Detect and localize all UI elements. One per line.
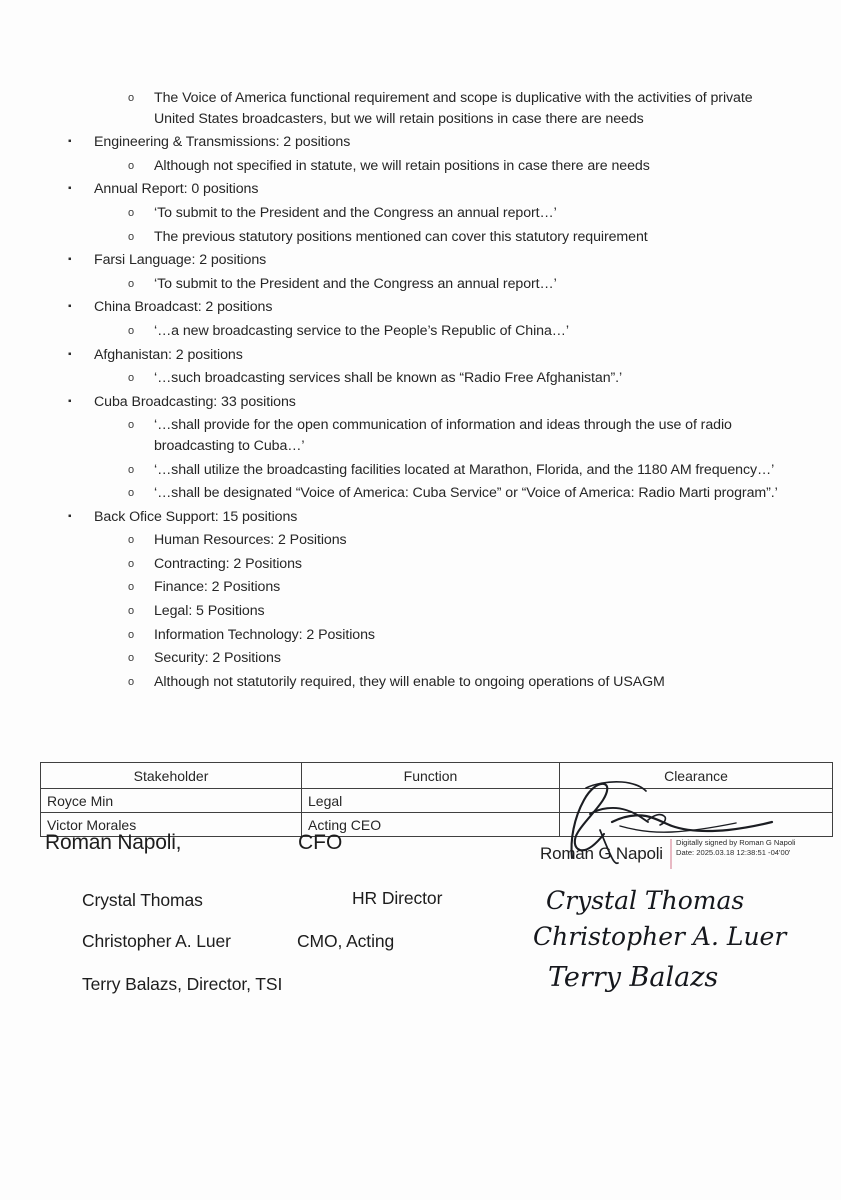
bullet-item-level1 — [0, 297, 841, 318]
cell-clearance-royce-min — [560, 789, 833, 813]
bullet-item-level2 — [0, 625, 841, 646]
bullet-item-level2 — [0, 156, 841, 177]
bullet-item-level1 — [0, 345, 841, 366]
cell-stakeholder-royce-min: Royce Min — [41, 789, 302, 813]
circle-bullet-icon: o — [128, 372, 135, 385]
bullet-text: China Broadcast: 2 positions — [94, 299, 273, 316]
circle-bullet-icon: o — [128, 230, 135, 243]
circle-bullet-icon: o — [128, 206, 135, 219]
bullet-text: Legal: 5 Positions — [154, 603, 265, 620]
bullet-item-level1 — [0, 392, 841, 413]
column-header-clearance: Clearance — [560, 763, 833, 789]
bullet-item-level2 — [0, 227, 841, 248]
bullet-item-level2 — [0, 274, 841, 295]
column-header-stakeholder: Stakeholder — [41, 763, 302, 789]
digital-signature-name: Roman G Napoli — [540, 844, 663, 863]
bullet-item-level2 — [0, 88, 841, 129]
signer-function-christopher-luer: CMO, Acting — [297, 931, 395, 951]
circle-bullet-icon: o — [128, 277, 135, 290]
bullet-item-level2 — [0, 601, 841, 622]
table-header-row — [41, 763, 833, 789]
bullet-text: ‘…such broadcasting services shall be known as “Radio Free Afghanistan”.’ — [154, 370, 623, 387]
bullet-text: The previous statutory positions mentioned can cover this statutory requirement — [154, 228, 648, 245]
bullet-text: ‘…shall provide for the open communication of information and ideas through the use of radio broadcasting to Cuba…’ — [154, 417, 732, 454]
bullet-text: Engineering & Transmissions: 2 positions — [94, 134, 351, 151]
bullet-text: Although not statutorily required, they will enable to ongoing operations of USAGM — [154, 673, 665, 690]
signer-name-crystal-thomas: Crystal Thomas — [82, 890, 203, 910]
bullet-item-level1 — [0, 250, 841, 271]
bullet-text: Contracting: 2 Positions — [154, 555, 302, 572]
bullet-text: Finance: 2 Positions — [154, 579, 281, 596]
handwritten-signature-terry-balazs: Terry Balazs — [548, 962, 719, 993]
signer-function-crystal-thomas: HR Director — [352, 888, 443, 908]
bullet-text: Farsi Language: 2 positions — [94, 252, 267, 269]
circle-bullet-icon: o — [128, 652, 135, 665]
circle-bullet-icon: o — [128, 92, 135, 104]
bullet-item-level2 — [0, 203, 841, 224]
bullet-item-level2 — [0, 321, 841, 342]
square-bullet-icon: ▪ — [68, 136, 72, 148]
square-bullet-icon: ▪ — [68, 183, 72, 195]
bullet-item-level2 — [0, 554, 841, 575]
digital-signature-meta — [676, 838, 804, 857]
bullet-list — [0, 88, 841, 695]
bullet-item-level2 — [0, 648, 841, 669]
cell-function-acting-ceo: Acting CEO — [302, 813, 560, 837]
bullet-item-level1 — [0, 132, 841, 153]
bullet-item-level2 — [0, 483, 841, 504]
bullet-item-level2 — [0, 530, 841, 551]
bullet-item-level2 — [0, 415, 841, 456]
cell-function-legal: Legal — [302, 789, 560, 813]
bullet-text: Annual Report: 0 positions — [94, 181, 259, 198]
circle-bullet-icon: o — [128, 487, 135, 500]
bullet-text: Back Ofice Support: 15 positions — [94, 508, 298, 525]
digital-signature-signed-by: Digitally signed by Roman G Napoli — [676, 838, 796, 847]
napoli-function: CFO — [298, 831, 343, 854]
bullet-text: Although not specified in statute, we will retain positions in case there are needs — [154, 157, 650, 174]
circle-bullet-icon: o — [128, 628, 135, 641]
square-bullet-icon: ▪ — [68, 301, 72, 313]
bullet-text: ‘To submit to the President and the Congress an annual report…’ — [154, 275, 557, 292]
cell-stakeholder-victor-morales: Victor Morales — [41, 813, 302, 837]
handwritten-signature-crystal-thomas: Crystal Thomas — [546, 886, 745, 915]
bullet-text: Human Resources: 2 Positions — [154, 532, 347, 549]
bullet-text: Cuba Broadcasting: 33 positions — [94, 393, 296, 410]
bullet-text: Information Technology: 2 Positions — [154, 626, 375, 643]
bullet-item-level1 — [0, 179, 841, 200]
bullet-text: Security: 2 Positions — [154, 650, 281, 667]
square-bullet-icon: ▪ — [68, 254, 72, 266]
signer-name-terry-balazs: Terry Balazs, Director, TSI — [82, 974, 283, 994]
square-bullet-icon: ▪ — [68, 348, 72, 360]
digital-signature-bar — [670, 839, 672, 869]
circle-bullet-icon: o — [128, 159, 135, 172]
stakeholder-clearance-table — [40, 762, 833, 837]
signer-name-christopher-luer: Christopher A. Luer — [82, 931, 231, 951]
digital-signature-date: Date: 2025.03.18 12:38:51 -04'00' — [676, 847, 791, 857]
circle-bullet-icon: o — [128, 605, 135, 618]
circle-bullet-icon: o — [128, 557, 135, 570]
circle-bullet-icon: o — [128, 419, 135, 432]
circle-bullet-icon: o — [128, 463, 135, 476]
handwritten-signature-christopher-luer: Christopher A. Luer — [533, 922, 787, 951]
circle-bullet-icon: o — [128, 675, 135, 688]
circle-bullet-icon: o — [128, 581, 135, 594]
bullet-item-level1 — [0, 507, 841, 528]
circle-bullet-icon: o — [128, 534, 135, 547]
circle-bullet-icon: o — [128, 324, 135, 337]
napoli-name: Roman Napoli, — [45, 831, 182, 854]
bullet-text: ‘…shall be designated “Voice of America: Cuba Service” or “Voice of America: Radio Marti program”.’ — [154, 485, 778, 502]
square-bullet-icon: ▪ — [68, 395, 72, 407]
bullet-item-level2 — [0, 577, 841, 598]
bullet-text: ‘…a new broadcasting service to the People’s Republic of China…’ — [154, 322, 569, 339]
bullet-item-level2 — [0, 368, 841, 389]
bullet-text: Afghanistan: 2 positions — [94, 346, 243, 363]
column-header-function: Function — [302, 763, 560, 789]
cell-clearance-victor-morales — [560, 813, 833, 837]
table-row — [41, 789, 833, 813]
bullet-text: The Voice of America functional requirement and scope is duplicative with the activities of private United States broadcasters, but we will retain positions in case there are needs — [154, 90, 753, 127]
bullet-text: ‘…shall utilize the broadcasting facilities located at Marathon, Florida, and the 1180 AM frequency…’ — [154, 461, 775, 478]
bullet-item-level2 — [0, 672, 841, 693]
bullet-item-level2 — [0, 460, 841, 481]
bullet-text: ‘To submit to the President and the Congress an annual report…’ — [154, 204, 557, 221]
square-bullet-icon: ▪ — [68, 510, 72, 522]
